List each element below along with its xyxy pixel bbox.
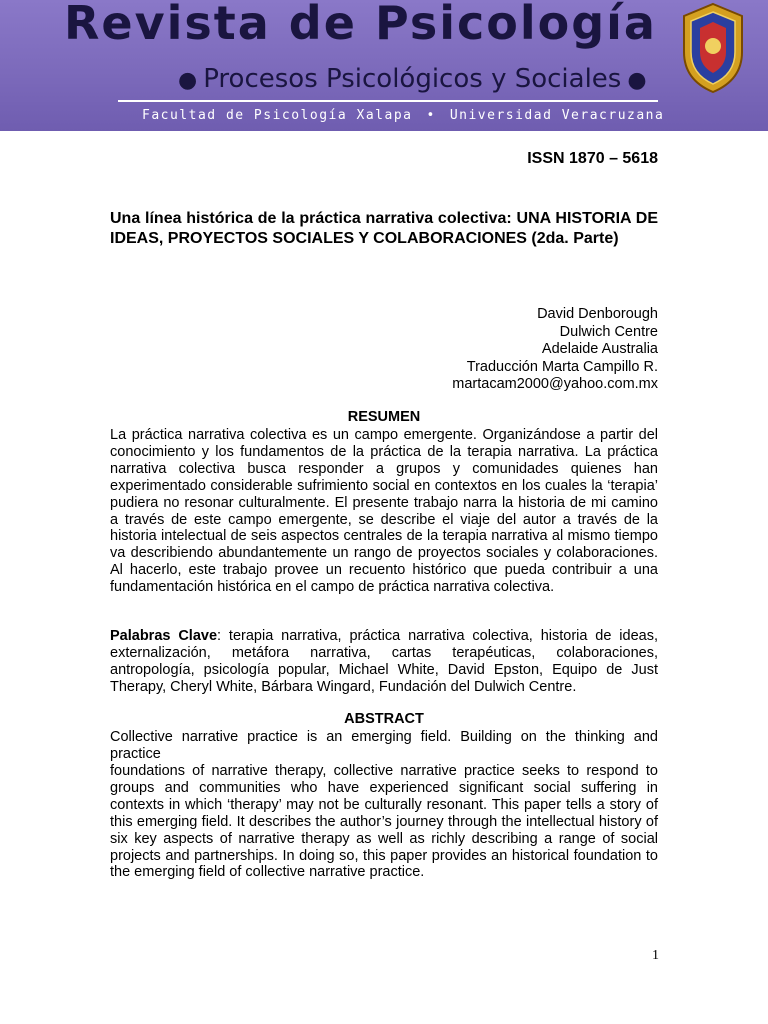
translator: Traducción Marta Campillo R. (466, 358, 658, 375)
journal-title: Revista de Psicología (64, 0, 657, 50)
page-number: 1 (652, 948, 659, 963)
journal-banner (0, 0, 768, 131)
author-name: David Denborough (537, 306, 658, 322)
faculty-name: Facultad de Psicología Xalapa (142, 108, 413, 123)
author-block (452, 306, 658, 394)
university-seal-icon (680, 2, 746, 94)
issn: ISSN 1870 – 5618 (527, 150, 658, 167)
bullet-icon: ● (627, 68, 647, 93)
bullet-icon: ● (178, 68, 198, 93)
bullet-icon: • (426, 108, 436, 123)
abstract-first-line: Collective narrative practice is an emerging field. Building on the thinking and practice (110, 729, 658, 762)
resumen-text: La práctica narrativa colectiva es un campo emergente. Organizándose a partir del conocimiento y los fundamentos de la práctica de la terapia narrativa. La práctica narrativa colectiva busca responder a grupos y comunidades quienes han experimentado considerable sufrimiento social en contextos en los cuales la ‘terapia’ pudiera no resonar culturalmente. El presente trabajo narra la historia de mi camino a través de este campo emergente, se describe el viaje del autor a través de la historia intelectual de seis aspectos centrales de la terapia narrativa al mismo tiempo va describiendo abundantemente un rango de proyectos sociales y colaboraciones. Al hacerlo, este trabajo provee un recuento histórico que pueda contribuir a una fundamentación histórica en el campo de práctica narrativa colectiva. (110, 427, 658, 596)
banner-divider (118, 100, 658, 102)
abstract-heading: ABSTRACT (344, 711, 424, 727)
author-email: martacam2000@yahoo.com.mx (452, 376, 658, 392)
journal-subtitle-row (178, 64, 653, 94)
author-affiliation: Dulwich Centre (559, 323, 658, 340)
resumen-heading: RESUMEN (347, 409, 421, 425)
author-location: Adelaide Australia (541, 341, 658, 357)
university-name: Universidad Veracruzana (449, 108, 665, 123)
keywords-label: Palabras Clave (110, 628, 218, 644)
keywords-paragraph (110, 628, 658, 696)
faculty-row (142, 108, 664, 123)
abstract-text: foundations of narrative therapy, collective narrative practice seeks to respond to groups and communities who have experienced significant social suffering in contexts in which ‘therapy’ may not be culturally resonant. This paper tells a story of this emerging field. It describes the author’s journey through the intellectual history of six key aspects of narrative therapy as well as richly describing a range of social projects and partnerships. In doing so, this paper provides an historical foundation to the emerging field of collective narrative practice. (110, 763, 658, 881)
keywords-text: : terapia narrativa, práctica narrativa colectiva, historia de ideas, externalización, metáfora narrativa, cartas terapéuticas, colaboraciones, antropología, psicología popular, Michael White, David Epston, Equipo de Just Therapy, Cheryl White, Bárbara Wingard, Fundación del Dulwich Centre. (110, 628, 658, 695)
journal-subtitle: Procesos Psicológicos y Sociales (203, 64, 622, 94)
article-title: Una línea histórica de la práctica narrativa colectiva: UNA HISTORIA DE IDEAS, PROYECTOS SOCIALES Y COLABORACIONES (2da. Parte) (110, 210, 658, 247)
